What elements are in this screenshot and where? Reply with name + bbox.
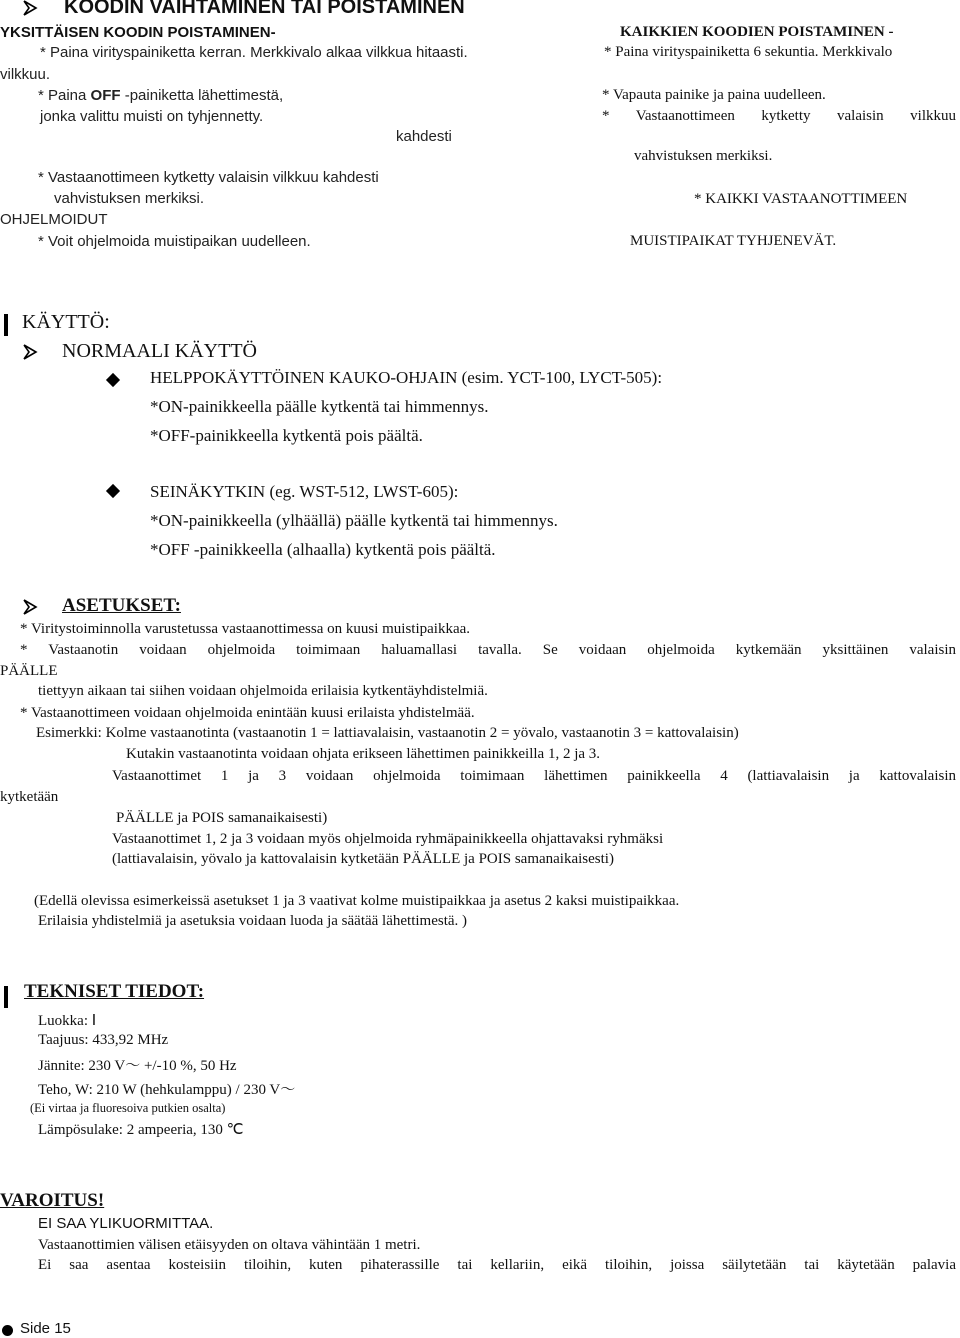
settings-p10: (lattiavalaisin, yövalo ja kattovalaisin kytketään PÄÄLLE ja POIS samanaikaisesti) xyxy=(112,851,614,867)
section-bar-icon xyxy=(4,986,8,1008)
left-line-1b: vilkkuu. xyxy=(0,66,51,83)
arrow-bullet-icon xyxy=(22,0,38,16)
code-section-heading: KOODIN VAIHTAMINEN TAI POISTAMINEN xyxy=(64,0,465,18)
left-line-6: OHJELMOIDUT xyxy=(0,211,108,228)
single-code-title: YKSITTÄISEN KOODIN POISTAMINEN- xyxy=(0,24,276,41)
usage-heading: KÄYTTÖ: xyxy=(22,311,110,333)
warning-line-1: EI SAA YLIKUORMITTAA. xyxy=(38,1215,214,1232)
warning-heading: VAROITUS! xyxy=(0,1190,105,1211)
right-line-3: * Vastaanottimeen kytketty valaisin vilkkuu xyxy=(602,108,956,124)
settings-p1: * Viritystoiminnolla varustetussa vastaanottimessa on kuusi muistipaikkaa. xyxy=(20,621,471,637)
diamond-bullet-icon xyxy=(106,484,120,498)
all-codes-title: KAIKKIEN KOODIEN POISTAMINEN - xyxy=(620,24,894,40)
left-line-7: * Voit ohjelmoida muistipaikan uudelleen. xyxy=(38,233,311,250)
warning-line-3: Ei saa asentaa kosteisiin tiloihin, kuten pihaterassille tai kellariin, eikä tiloihin, joissa säilytetään tai käytetään palavia xyxy=(38,1257,956,1273)
settings-p3: tiettyyn aikaan tai siihen voidaan ohjelmoida erilaisia kytkentäyhdistelmiä. xyxy=(38,683,488,699)
left-line-2: * Paina OFF -painiketta lähettimestä, xyxy=(38,87,284,104)
right-line-2: * Vapauta painike ja paina uudelleen. xyxy=(602,87,826,103)
left-line-3b: kahdesti xyxy=(396,128,452,145)
section-bar-icon xyxy=(4,314,8,336)
right-line-4: vahvistuksen merkiksi. xyxy=(634,148,773,164)
settings-p12: Erilaisia yhdistelmiä ja asetuksia voidaan luoda ja säätää lähettimestä. ) xyxy=(38,913,468,929)
settings-p11: (Edellä olevissa esimerkeissä asetukset 1 ja 3 vaativat kolme muistipaikkaa ja asetus 2 kaksi muistipaikkaa. xyxy=(34,893,680,909)
tech-heading: TEKNISET TIEDOT: xyxy=(24,981,205,1002)
left-line-5: vahvistuksen merkiksi. xyxy=(54,190,205,207)
left-line-3: jonka valittu muisti on tyhjennetty. xyxy=(40,108,264,125)
settings-heading: ASETUKSET: xyxy=(62,595,181,616)
normal-usage-heading: NORMAALI KÄYTTÖ xyxy=(62,340,257,362)
tech-note: (Ei virtaa ja fluoresoiva putkien osalta) xyxy=(30,1101,226,1115)
right-line-5: * KAIKKI VASTAANOTTIMEEN xyxy=(694,191,908,207)
remote-line-1: *ON-painikkeella päälle kytkentä tai himmennys. xyxy=(150,397,489,416)
settings-p7: Vastaanottimet 1 ja 3 voidaan ohjelmoida toimimaan lähettimen painikkeella 4 (lattiavalaisin ja kattovalaisin xyxy=(112,768,956,784)
settings-p7b: kytketään xyxy=(0,789,59,805)
warning-line-2: Vastaanottimien välisen etäisyyden on oltava vähintään 1 metri. xyxy=(38,1237,421,1253)
right-line-1: * Paina virityspainiketta 6 sekuntia. Merkkivalo xyxy=(604,44,893,60)
settings-p6: Kutakin vastaanotinta voidaan ohjata erikseen lähettimen painikkeilla 1, 2 ja 3. xyxy=(126,746,601,762)
tech-voltage: Jännite: 230 V～ +/-10 %, 50 Hz xyxy=(38,1058,237,1074)
right-line-6: MUISTIPAIKAT TYHJENEVÄT. xyxy=(630,233,837,249)
arrow-bullet-icon xyxy=(22,344,38,360)
arrow-bullet-icon xyxy=(22,599,38,615)
tech-class: Luokka: Ⅰ xyxy=(38,1013,97,1029)
settings-p4: * Vastaanottimeen voidaan ohjelmoida enintään kuusi erilaista yhdistelmää. xyxy=(20,705,475,721)
remote-line-2: *OFF-painikkeella kytkentä pois päältä. xyxy=(150,426,423,445)
tech-power: Teho, W: 210 W (hehkulamppu) / 230 V～ xyxy=(38,1082,296,1098)
left-line-4: * Vastaanottimeen kytketty valaisin vilkkuu kahdesti xyxy=(38,169,379,186)
tech-frequency: Taajuus: 433,92 MHz xyxy=(38,1032,169,1048)
page-bullet-icon xyxy=(2,1325,13,1336)
page-number: Side 15 xyxy=(20,1320,71,1337)
settings-p2b: PÄÄLLE xyxy=(0,663,58,679)
wall-line-2: *OFF -painikkeella (alhaalla) kytkentä pois päältä. xyxy=(150,540,496,559)
settings-p5: Esimerkki: Kolme vastaanotinta (vastaanotin 1 = lattiavalaisin, vastaanotin 2 = yövalo, vastaanotin 3 = kattovalaisin) xyxy=(36,725,739,741)
settings-p9: Vastaanottimet 1, 2 ja 3 voidaan myös ohjelmoida ryhmäpainikkeella ohjattavaksi ryhmäksi xyxy=(112,831,664,847)
wall-line-1: *ON-painikkeella (ylhäällä) päälle kytkentä tai himmennys. xyxy=(150,511,558,530)
settings-p2: * Vastaanotin voidaan ohjelmoida toimimaan haluamallasi tavalla. Se voidaan ohjelmoida kytkemään yksittäinen valaisin xyxy=(20,642,956,658)
left-line-1: * Paina virityspainiketta kerran. Merkkivalo alkaa vilkkua hitaasti. xyxy=(40,44,468,61)
settings-p8: PÄÄLLE ja POIS samanaikaisesti) xyxy=(116,810,328,826)
remote-title: HELPPOKÄYTTÖINEN KAUKO-OHJAIN (esim. YCT-100, LYCT-505): xyxy=(150,368,663,387)
wall-title: SEINÄKYTKIN (eg. WST-512, LWST-605): xyxy=(150,482,459,501)
tech-fuse: Lämpösulake: 2 ampeeria, 130 ℃ xyxy=(38,1122,244,1138)
diamond-bullet-icon xyxy=(106,373,120,387)
